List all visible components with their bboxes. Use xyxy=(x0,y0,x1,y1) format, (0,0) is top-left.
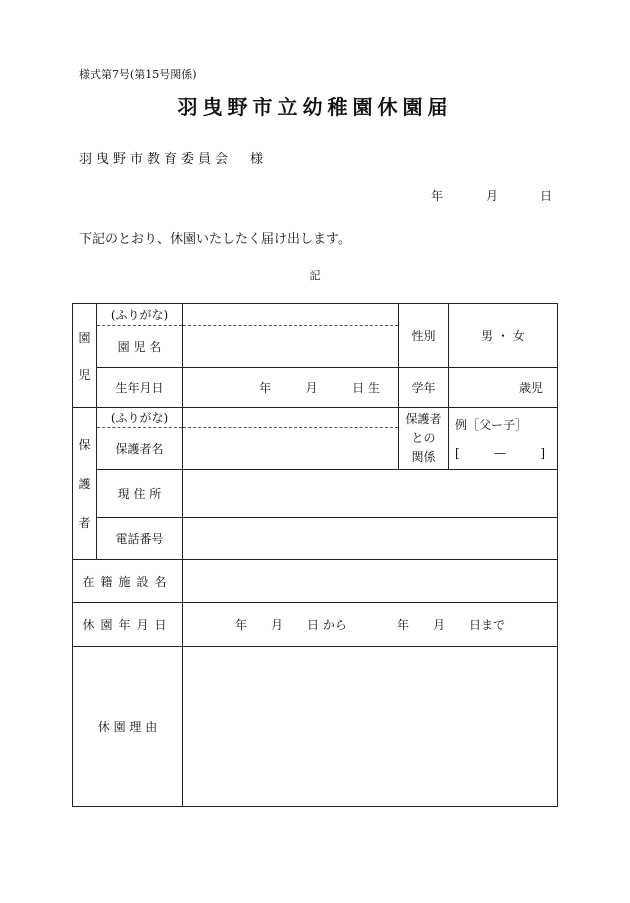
date-month-unit: 月 xyxy=(486,189,499,203)
relation-example: 例［父ー子］ xyxy=(455,417,528,432)
birth-date-field[interactable] xyxy=(183,368,399,408)
absence-period-field[interactable] xyxy=(183,603,558,647)
absence-reason-label: 休 園 理 由 xyxy=(73,647,183,807)
date-day-unit: 日 xyxy=(540,189,553,203)
guardian-relation-label xyxy=(399,408,449,470)
period-end-month-unit: 月 xyxy=(433,618,446,632)
relation-label-line: 保護者 xyxy=(405,412,442,426)
relation-dash: — xyxy=(494,445,506,460)
guardian-relation-field[interactable] xyxy=(449,408,558,470)
intro-text: 下記のとおり、休園いたしたく届け出します。 xyxy=(79,232,351,247)
absence-period-label: 休園年月日 xyxy=(73,603,183,647)
relation-bracket-close: ] xyxy=(540,445,545,460)
period-start-day-unit: 日 から xyxy=(307,618,347,632)
facility-field[interactable] xyxy=(183,560,558,603)
gender-label: 性別 xyxy=(399,304,449,368)
guardian-name-label: 保護者名 xyxy=(97,428,183,470)
facility-label: 在籍施設名 xyxy=(73,560,183,603)
document-title: 羽曳野市立幼稚園休園届 xyxy=(177,95,453,119)
addressee-name: 羽曳野市教育委員会 xyxy=(79,152,233,167)
date-year-unit: 年 xyxy=(431,189,444,203)
grade-label: 学年 xyxy=(399,368,449,408)
guardian-furigana-label: (ふりがな) xyxy=(97,408,183,428)
birth-date-label: 生年月日 xyxy=(97,368,183,408)
phone-label: 電話番号 xyxy=(97,518,183,560)
birth-month-unit: 月 xyxy=(305,381,318,395)
guardian-group-char: 者 xyxy=(78,516,91,530)
child-furigana-label: (ふりがな) xyxy=(97,304,183,326)
guardian-group-char: 保 xyxy=(78,438,91,452)
relation-label-line: 関係 xyxy=(411,450,436,464)
relation-label-line: との xyxy=(411,431,436,445)
guardian-group-char: 護 xyxy=(78,477,91,491)
period-start-year-unit: 年 xyxy=(235,618,248,632)
absence-reason-field[interactable] xyxy=(183,647,558,807)
form-number: 様式第7号(第15号関係) xyxy=(79,68,197,81)
child-name-label: 園 児 名 xyxy=(97,326,183,368)
period-end-day-unit: 日まで xyxy=(469,618,506,632)
phone-field[interactable] xyxy=(183,518,558,560)
ki-label: 記 xyxy=(309,269,321,282)
period-end-year-unit: 年 xyxy=(397,618,410,632)
birth-year-unit: 年 xyxy=(259,381,272,395)
period-start-month-unit: 月 xyxy=(271,618,284,632)
gender-choice[interactable]: 男 ・ 女 xyxy=(449,304,558,368)
application-form-table xyxy=(72,303,558,807)
child-furigana-field[interactable] xyxy=(183,304,399,326)
child-group-char: 園 xyxy=(78,330,91,345)
grade-field[interactable]: 歳児 xyxy=(449,368,558,408)
addressee xyxy=(79,148,267,167)
child-group-label xyxy=(73,304,97,408)
address-field[interactable] xyxy=(183,470,558,518)
guardian-name-field[interactable] xyxy=(183,428,399,470)
child-group-char: 児 xyxy=(78,367,91,382)
birth-day-unit: 日 生 xyxy=(352,381,380,395)
addressee-honorific: 様 xyxy=(250,152,268,167)
guardian-furigana-field[interactable] xyxy=(183,408,399,428)
child-name-field[interactable] xyxy=(183,326,399,368)
relation-bracket-open: [ xyxy=(455,445,460,460)
guardian-group-label xyxy=(73,408,97,560)
address-label: 現 住 所 xyxy=(97,470,183,518)
